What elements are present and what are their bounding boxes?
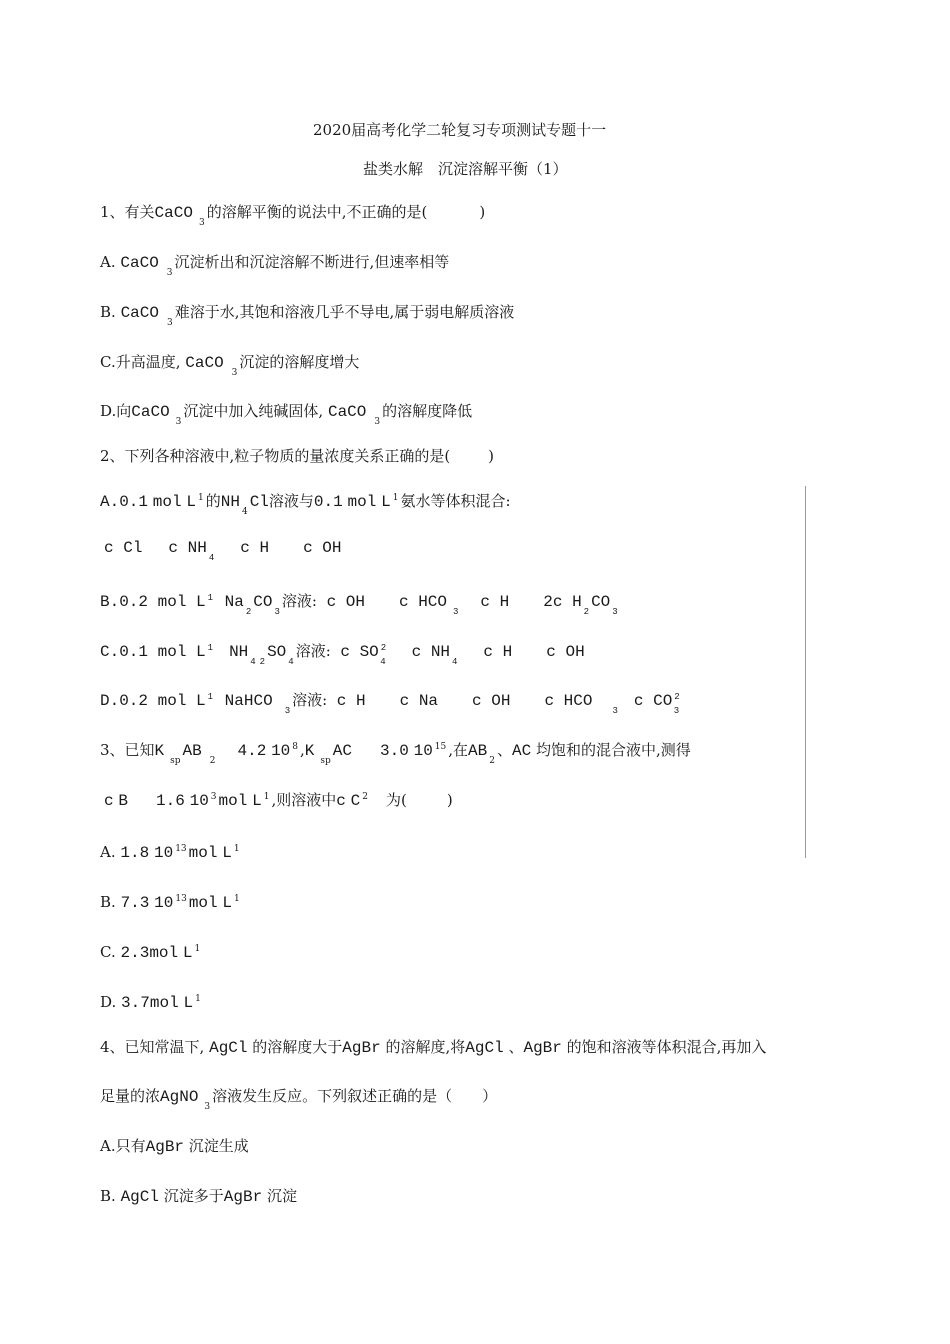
question-2-option-a: A.0.1 mol L $^1$ 的$NH_4Cl$溶液与0.1 mol L $^1$ 氨水等体积混合:: [100, 492, 511, 517]
question-1-stem: 1、有关CaCO$_3$的溶解平衡的说法中,不正确的是( ): [100, 203, 486, 228]
question-3-option-b: B. 7.3 10 $^{13}$ mol L $^1$: [100, 893, 240, 912]
page-title: 2020届高考化学二轮复习专项测试专题十一: [313, 121, 607, 139]
question-2-option-b: B.0.2 mol L $^1$ $Na_2CO_3$溶液: c OH c $HCO_3c$ H 2c $H_2CO_3$: [100, 592, 618, 617]
question-2-option-d: D.0.2 mol L $^1$ NaHCO$_3$溶液: c H c Na c OH c $HCO_3c$ CO $^2_3$: [100, 691, 680, 716]
question-1-option-b: B. CaCO$_3$难溶于水,其饱和溶液几乎不导电,属于弱电解质溶液: [100, 303, 515, 328]
question-1-option-d: D.向CaCO$_3$沉淀中加入纯碱固体, CaCO$_3$的溶解度降低: [100, 402, 473, 427]
question-1-option-a: A. CaCO$_3$沉淀析出和沉淀溶解不断进行,但速率相等: [100, 253, 450, 278]
question-3-option-c: C. 2.3mol L $^1$: [100, 943, 201, 962]
question-1-option-c: C.升高温度, CaCO$_3$沉淀的溶解度增大: [100, 353, 360, 378]
question-3-option-a: A. 1.8 10 $^{13}$ mol L $^1$: [100, 843, 240, 862]
question-3-stem: 3、已知$K_{sp}AB_24.2$ 10 $^8$ $,K_{sp}AC$ 3.0 10 $^{15}$ ,在$AB_2$、AC 均饱和的混合液中,测得: [100, 741, 691, 766]
question-2-option-c: C.0.1 mol L $^1$ $NH_4$ $_2SO_4$溶液: c SO $^2_4$c $NH_4c$ H c OH: [100, 642, 585, 667]
question-4-stem-cont: 足量的浓AgNO$_3$溶液发生反应。下列叙述正确的是（ ）: [100, 1087, 498, 1112]
question-4-option-a: A.只有AgBr 沉淀生成: [100, 1137, 249, 1156]
question-4-option-b: B. AgCl 沉淀多于AgBr 沉淀: [100, 1187, 297, 1206]
page-subtitle: 盐类水解 沉淀溶解平衡（1）: [363, 160, 568, 178]
question-3-option-d: D. 3.7mol L $^1$: [100, 993, 201, 1012]
margin-rule: [805, 486, 806, 858]
question-2-stem: 2、下列各种溶液中,粒子物质的量浓度关系正确的是( ): [100, 447, 495, 465]
question-3-stem-cont: c B 1.6 10 $^3$ mol L $^1$ ,则溶液中c C $^2$ 为( ): [104, 791, 453, 810]
question-4-stem: 4、已知常温下, AgCl 的溶解度大于AgBr 的溶解度,将AgCl 、AgBr 的饱和溶液等体积混合,再加入: [100, 1038, 767, 1057]
question-2-option-a-relation: c Cl c $NH_4c$ H c OH: [104, 539, 342, 563]
